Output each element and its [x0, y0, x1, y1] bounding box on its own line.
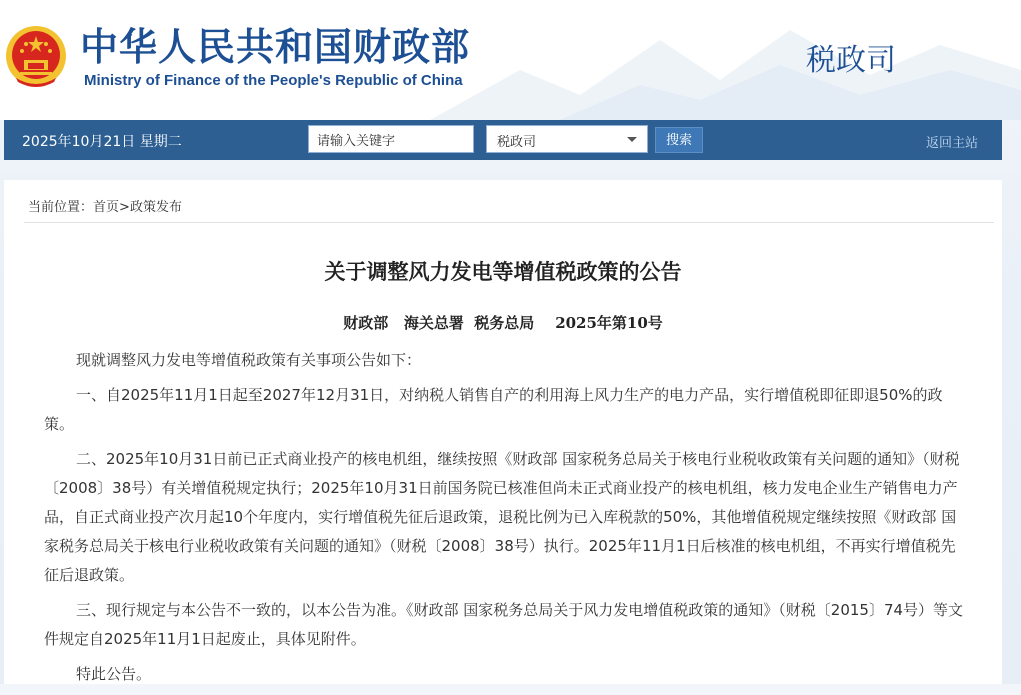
site-title-cn[interactable]: 中华人民共和国财政部: [80, 25, 471, 69]
search-button[interactable]: 搜索: [655, 127, 703, 153]
national-emblem-icon: [4, 22, 68, 90]
breadcrumb-current-link[interactable]: 政策发布: [129, 200, 182, 215]
search-input[interactable]: [308, 125, 474, 153]
article-title: 关于调整风力发电等增值税政策的公告: [324, 260, 682, 284]
article-container: [4, 180, 1002, 684]
search-scope-select[interactable]: [486, 125, 648, 153]
current-date: 2025年10月21日 星期二: [22, 134, 182, 150]
breadcrumb-separator: >: [119, 200, 130, 215]
breadcrumb: [28, 196, 182, 215]
site-header: [0, 0, 1021, 120]
breadcrumb-label: 当前位置：: [28, 200, 94, 215]
site-title-en[interactable]: Ministry of Finance of the People's Republic of China: [84, 72, 463, 89]
paragraph: 三、现行规定与本公告不一致的，以本公告为准。《财政部 国家税务总局关于风力发电增值税政策的通知》（财税〔2015〕74号）等文件规定自2025年11月1日起废止，具体见附件。: [44, 601, 964, 648]
paragraph: 二、2025年10月31日前已正式商业投产的核电机组，继续按照《财政部 国家税务总局关于核电行业税收政策有关问题的通知》（财税〔2008〕38号）有关增值税规定执行；2025年10月31日前国务院已核准但尚未正式商业投产的核电机组，核力发电企业生产销售电力产品，自正式商业投产次月起10个年度内，实行增值税先征后退政策，退税比例为已入库税款的50%，其他增值税规定继续按照《财政部 国家税务总局关于核电行业税收政策有关问题的通知》（财税〔2008〕38号）执行。2025年11月1日后核准的核电机组，不再实行增值税先征后退政策。: [44, 450, 960, 584]
chevron-down-icon: [627, 137, 637, 142]
paragraph: 特此公告。: [76, 665, 152, 683]
divider: [24, 222, 994, 223]
breadcrumb-home-link[interactable]: 首页: [93, 200, 120, 215]
nav-bar: [4, 120, 1002, 160]
return-home-link[interactable]: 返回主站: [926, 136, 979, 151]
paragraph: 现就调整风力发电等增值税政策有关事项公告如下：: [76, 351, 422, 369]
paragraph: 一、自2025年11月1日起至2027年12月31日，对纳税人销售自产的利用海上风力生产的电力产品，实行增值税即征即退50%的政策。: [44, 386, 943, 433]
article-issuer: 财政部 海关总署 税务总局 2025年第10号: [343, 314, 663, 332]
article-body: [44, 346, 964, 695]
search-scope-value: 税政司: [497, 135, 537, 150]
department-title: 税政司: [806, 43, 896, 78]
